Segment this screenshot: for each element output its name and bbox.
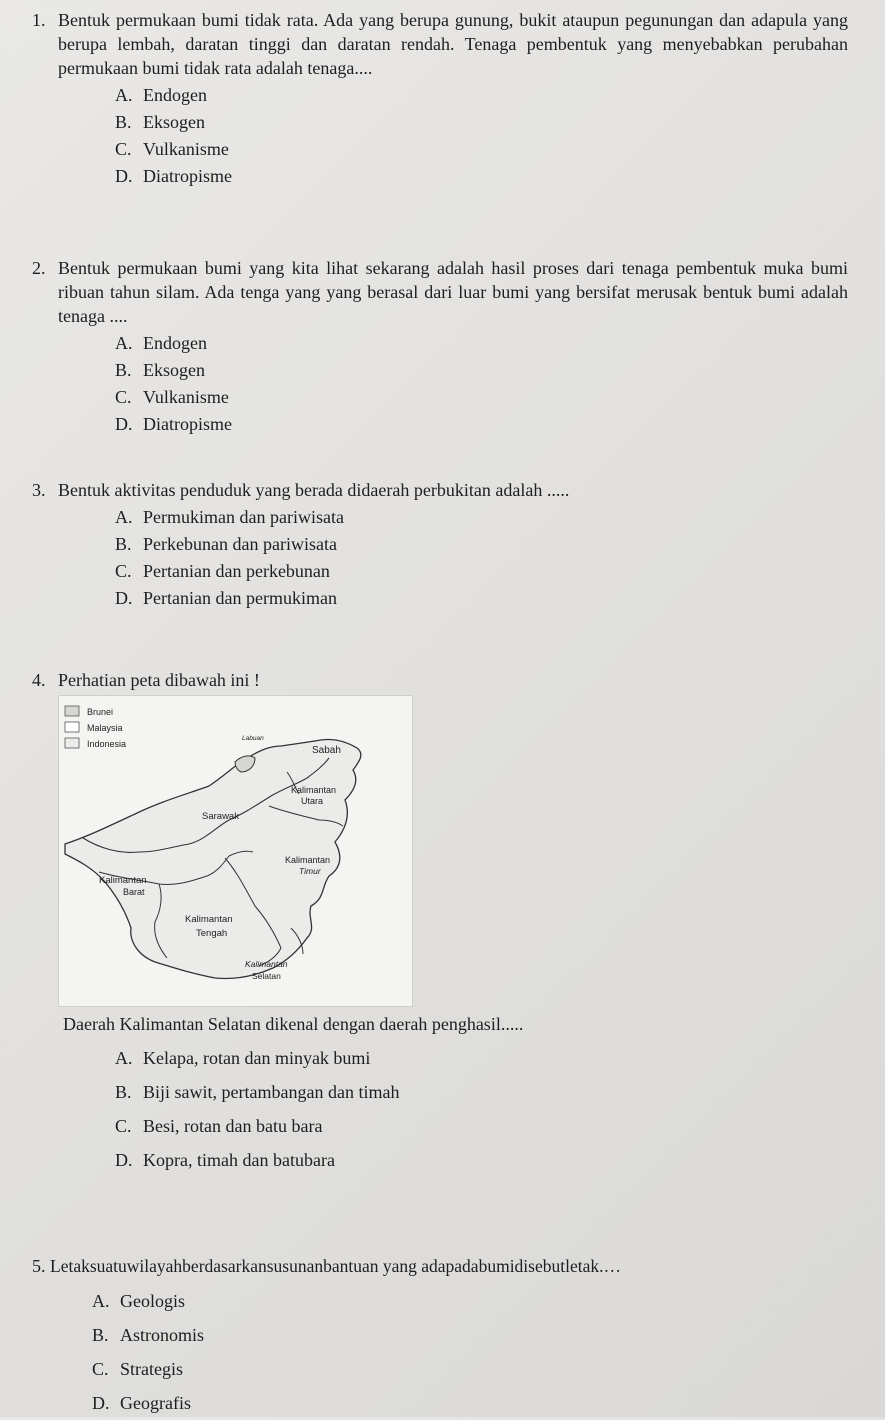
option-d[interactable] xyxy=(92,1386,862,1420)
option-letter: D. xyxy=(115,166,133,186)
option-b[interactable] xyxy=(115,531,848,558)
option-letter: D. xyxy=(115,414,133,434)
region-label-sarawak: Sarawak xyxy=(202,811,239,822)
question-number: 1. xyxy=(32,10,46,30)
region-label-kalsel-2: Selatan xyxy=(252,971,281,981)
legend-swatch-malaysia xyxy=(65,722,79,732)
option-a[interactable] xyxy=(92,1284,862,1318)
question-3 xyxy=(32,478,848,612)
option-d[interactable] xyxy=(115,411,848,438)
legend-swatch-brunei xyxy=(65,706,79,716)
option-c[interactable] xyxy=(92,1352,862,1386)
option-text: Kelapa, rotan dan minyak bumi xyxy=(143,1048,371,1068)
region-label-kaltara-2: Utara xyxy=(301,796,324,806)
region-label-kalteng-2: Tengah xyxy=(196,928,228,939)
option-letter: A. xyxy=(115,333,133,353)
option-text: Endogen xyxy=(143,85,207,105)
option-letter: A. xyxy=(115,85,133,105)
question-stem: Bentuk permukaan bumi tidak rata. Ada yang berupa gunung, bukit ataupun pegunungan dan adapula yang berupa lembah, daratan tinggi dan daratan rendah. Tenaga pembentuk yang menyebabkan perubahan permukaan bumi tidak rata adalah tenaga.... xyxy=(58,10,848,78)
region-label-kalsel-1: Kalimantan xyxy=(245,959,288,969)
option-c[interactable] xyxy=(115,558,848,585)
question-4 xyxy=(32,668,848,692)
option-text: Pertanian dan permukiman xyxy=(143,588,337,608)
legend-swatch-indonesia xyxy=(65,738,79,748)
option-text: Perkebunan dan pariwisata xyxy=(143,534,337,554)
question-number: 3. xyxy=(32,480,46,500)
option-text: Kopra, timah dan batubara xyxy=(143,1150,335,1170)
option-text: Diatropisme xyxy=(143,166,232,186)
option-d[interactable] xyxy=(115,163,848,190)
region-label-kalbar-1: Kalimantan xyxy=(99,875,147,886)
option-letter: B. xyxy=(92,1325,109,1345)
option-c[interactable] xyxy=(115,384,848,411)
option-letter: A. xyxy=(92,1291,110,1311)
question-caption: Daerah Kalimantan Selatan dikenal dengan daerah penghasil..... xyxy=(63,1014,524,1034)
borneo-map xyxy=(58,695,413,1007)
option-text: Eksogen xyxy=(143,112,205,132)
region-label-kaltara-1: Kalimantan xyxy=(291,785,337,795)
option-letter: C. xyxy=(115,561,132,581)
question-number: 4. xyxy=(32,670,46,690)
question-1 xyxy=(32,8,848,190)
option-text: Pertanian dan perkebunan xyxy=(143,561,330,581)
question-number: 5. xyxy=(32,1256,46,1276)
option-text: Endogen xyxy=(143,333,207,353)
option-text: Vulkanisme xyxy=(143,387,229,407)
question-4-body xyxy=(58,1012,848,1177)
option-text: Strategis xyxy=(120,1359,183,1379)
question-stem-line xyxy=(32,1254,862,1278)
option-c[interactable] xyxy=(115,1109,848,1143)
region-label-kalbar-2: Barat xyxy=(123,887,145,897)
option-letter: D. xyxy=(92,1393,110,1413)
option-a[interactable] xyxy=(115,330,848,357)
option-text: Diatropisme xyxy=(143,414,232,434)
option-a[interactable] xyxy=(115,504,848,531)
option-b[interactable] xyxy=(115,1075,848,1109)
option-b[interactable] xyxy=(115,109,848,136)
legend-label-indonesia: Indonesia xyxy=(87,739,127,749)
question-stem: Letaksuatuwilayahberdasarkansusunanbantuan yang adapadabumidisebutletak.… xyxy=(50,1256,621,1276)
legend-label-brunei: Brunei xyxy=(87,707,114,717)
question-stem: Bentuk aktivitas penduduk yang berada didaerah perbukitan adalah ..... xyxy=(58,480,570,500)
option-letter: B. xyxy=(115,112,132,132)
option-letter: C. xyxy=(92,1359,109,1379)
option-text: Geografis xyxy=(120,1393,191,1413)
option-letter: D. xyxy=(115,1150,133,1170)
option-text: Eksogen xyxy=(143,360,205,380)
option-letter: A. xyxy=(115,507,133,527)
map-legend xyxy=(65,706,126,749)
option-letter: B. xyxy=(115,360,132,380)
option-letter: C. xyxy=(115,1116,132,1136)
option-letter: C. xyxy=(115,139,132,159)
option-letter: D. xyxy=(115,588,133,608)
option-text: Vulkanisme xyxy=(143,139,229,159)
option-letter: A. xyxy=(115,1048,133,1068)
option-b[interactable] xyxy=(92,1318,862,1352)
option-letter: C. xyxy=(115,387,132,407)
option-text: Biji sawit, pertambangan dan timah xyxy=(143,1082,400,1102)
option-letter: B. xyxy=(115,534,132,554)
option-text: Geologis xyxy=(120,1291,185,1311)
option-c[interactable] xyxy=(115,136,848,163)
region-label-labuan: Labuan xyxy=(242,735,264,742)
option-d[interactable] xyxy=(115,585,848,612)
option-text: Permukiman dan pariwisata xyxy=(143,507,344,527)
option-letter: B. xyxy=(115,1082,132,1102)
option-d[interactable] xyxy=(115,1143,848,1177)
region-label-kaltim-2: Timur xyxy=(299,866,321,876)
region-label-sabah: Sabah xyxy=(312,745,341,756)
option-text: Astronomis xyxy=(120,1325,205,1345)
question-2 xyxy=(32,256,848,438)
question-5 xyxy=(32,1254,862,1420)
region-label-kaltim-1: Kalimantan xyxy=(285,855,331,865)
question-stem: Perhatian peta dibawah ini ! xyxy=(58,670,260,690)
region-label-kalteng-1: Kalimantan xyxy=(185,914,233,925)
option-text: Besi, rotan dan batu bara xyxy=(143,1116,323,1136)
legend-label-malaysia: Malaysia xyxy=(87,723,123,733)
option-a[interactable] xyxy=(115,82,848,109)
question-number: 2. xyxy=(32,258,46,278)
question-stem: Bentuk permukaan bumi yang kita lihat sekarang adalah hasil proses dari tenaga pembentuk muka bumi ribuan tahun silam. Ada tenga yang yang berasal dari luar bumi yang bersifat merusak bentuk bumi adalah tenaga .... xyxy=(58,258,848,326)
option-b[interactable] xyxy=(115,357,848,384)
option-a[interactable] xyxy=(115,1041,848,1075)
